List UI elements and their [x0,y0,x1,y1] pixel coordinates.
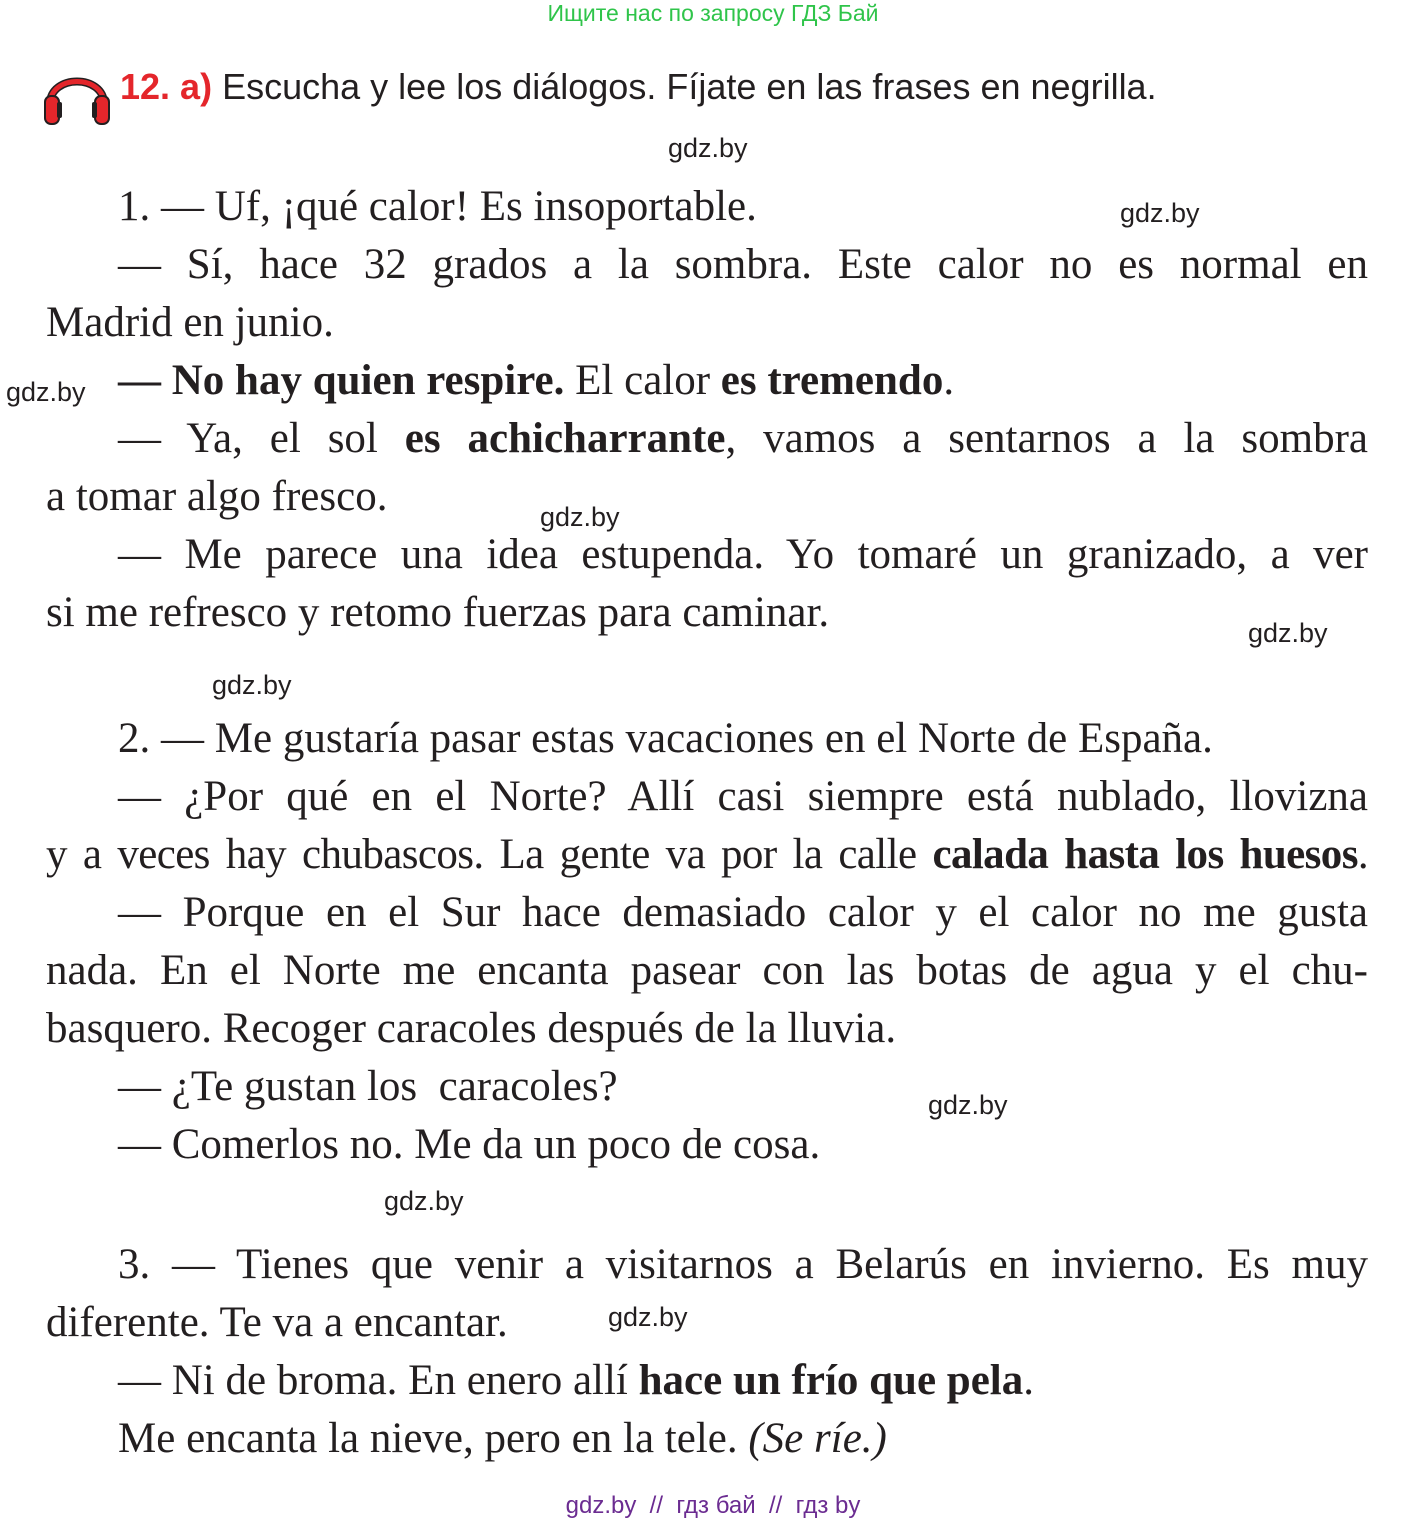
task-heading [120,66,1157,108]
dialog-2-line: 2. — Me gustaría pasar estas vacaciones en el Norte de España. [118,715,1213,762]
bold-phrase: — [118,357,172,404]
dialog-1-line: 1. — Uf, ¡qué calor! Es insoportable. [118,183,757,230]
watermark: gdz.by [668,133,748,163]
dialog-3-line: Me encanta la nieve, pero en la tele. (Se ríe.) [118,1415,887,1462]
stage-direction: (Se ríe.) [748,1415,887,1462]
dialog-1-line: Madrid en junio. [46,299,334,346]
dialog-1-line: — Ya, el sol es achicharrante, vamos a sentarnos a la sombra [118,415,1368,462]
footer-links: gdz.by // гдз бай // гдз by [565,1492,861,1519]
dialog-1-line: — Me parece una idea estupenda. Yo tomaré un granizado, a ver [118,531,1368,578]
dialog-3-line: — Ni de broma. En enero allí hace un frío que pela. [118,1357,1035,1404]
headphones-icon[interactable] [42,64,112,126]
watermark: gdz.by [212,670,292,700]
dialog-2-line: — ¿Por qué en el Norte? Allí casi siempre está nublado, llovizna [118,773,1368,820]
dialog-2-line: — Comerlos no. Me da un poco de cosa. [118,1121,821,1168]
bold-phrase: hace un frío que pela [638,1357,1024,1404]
watermark: gdz.by [384,1186,464,1216]
dialog-3-line: 3. — Tienes que venir a visitarnos a Belarús en invierno. Es muy [118,1241,1368,1288]
task-instruction: Escucha y lee los diálogos. Fíjate en las frases en negrilla. [222,66,1157,107]
dialog-1-line: a tomar algo fresco. [46,473,388,520]
watermark: gdz.by [928,1090,1008,1120]
task-number: 12. a) [120,66,213,107]
top-banner: Ищите нас по запросу ГДЗ Бай [547,0,879,26]
dialog-1-line: si me refresco y retomo fuerzas para caminar. [46,589,830,636]
dialog-2-line: — Porque en el Sur hace demasiado calor y el calor no me gusta [118,889,1368,936]
dialog-1-line: — Sí, hace 32 grados a la sombra. Este calor no es normal en [118,241,1368,288]
dialog-2-line: basquero. Recoger caracoles después de la lluvia. [46,1005,897,1052]
watermark: gdz.by [1248,618,1328,648]
bold-phrase: calada hasta los huesos [932,831,1358,878]
watermark: gdz.by [540,502,620,532]
watermark: gdz.by [608,1302,688,1332]
dialog-3-line: diferente. Te va a encantar. [46,1299,508,1346]
bold-phrase: es achicharrante [404,415,726,462]
dialog-1-line: — No hay quien respire. El calor es tremendo. [118,357,955,404]
bold-phrase: No hay quien respire. [171,357,565,404]
watermark: gdz.by [1120,198,1200,228]
dialog-2-line: nada. En el Norte me encanta pasear con las botas de agua y el chu- [46,947,1368,994]
watermark: gdz.by [6,377,86,407]
dialog-2-line: — ¿Te gustan los caracoles? [118,1063,618,1110]
dialog-2-line: y a veces hay chubascos. La gente va por la calle calada hasta los huesos. [46,831,1368,878]
bold-phrase: es tremendo [720,357,944,404]
